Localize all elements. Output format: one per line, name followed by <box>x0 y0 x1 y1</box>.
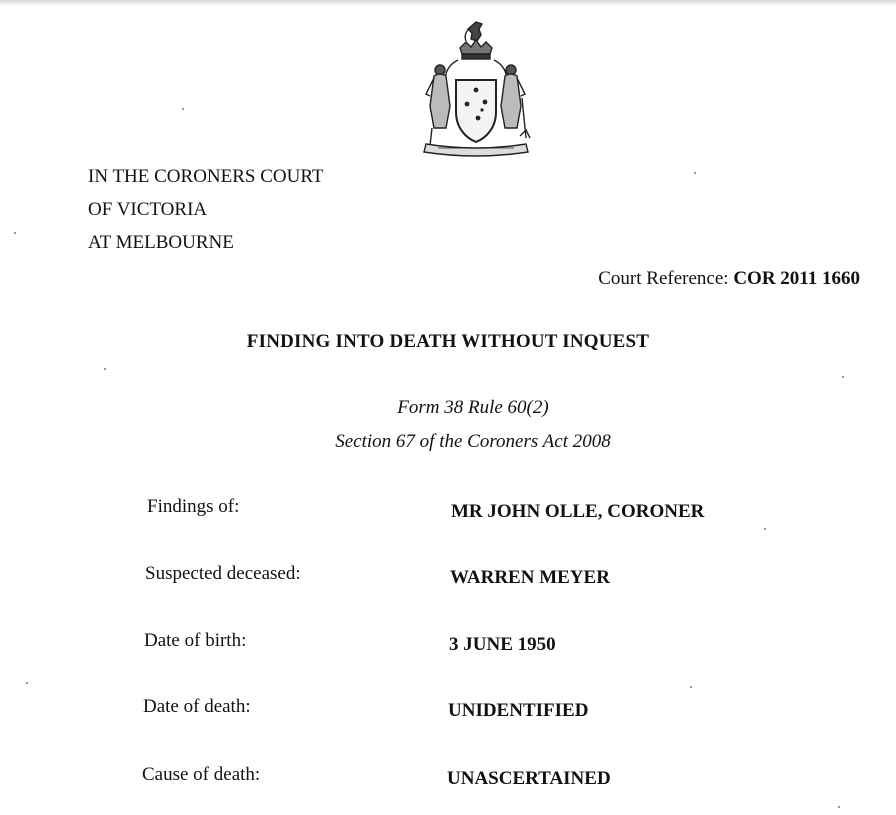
scan-speck <box>764 528 766 530</box>
scan-speck <box>690 686 692 688</box>
court-reference-number: COR 2011 1660 <box>733 268 860 289</box>
row-value: 3 JUNE 1950 <box>449 634 556 655</box>
scan-speck <box>838 806 840 808</box>
form-rule: Form 38 Rule 60(2) <box>397 397 549 418</box>
row-value: WARREN MEYER <box>450 567 610 588</box>
row-value: MR JOHN OLLE, CORONER <box>451 501 705 522</box>
court-reference <box>598 268 860 290</box>
row-label: Cause of death: <box>142 764 261 785</box>
page-top-edge <box>0 0 896 6</box>
court-name-block <box>88 160 324 259</box>
court-line-1: IN THE CORONERS COURT <box>88 166 324 187</box>
row-label: Findings of: <box>147 496 240 517</box>
row-label: Suspected deceased: <box>145 563 301 584</box>
row-label: Date of death: <box>143 696 251 717</box>
scan-speck <box>694 172 696 174</box>
court-reference-label: Court Reference: <box>598 268 734 289</box>
scan-speck <box>14 232 16 234</box>
scan-speck <box>104 368 106 370</box>
row-label: Date of birth: <box>144 630 247 651</box>
document-title: FINDING INTO DEATH WITHOUT INQUEST <box>246 331 650 352</box>
row-value: UNIDENTIFIED <box>448 700 589 721</box>
scan-speck <box>842 376 844 378</box>
form-section: Section 67 of the Coroners Act 2008 <box>335 431 611 452</box>
scan-speck <box>182 108 184 110</box>
victoria-coat-of-arms-icon <box>418 18 533 158</box>
court-line-2: OF VICTORIA <box>88 199 208 220</box>
row-value: UNASCERTAINED <box>447 768 611 789</box>
scan-speck <box>26 682 28 684</box>
court-line-3: AT MELBOURNE <box>88 232 234 253</box>
